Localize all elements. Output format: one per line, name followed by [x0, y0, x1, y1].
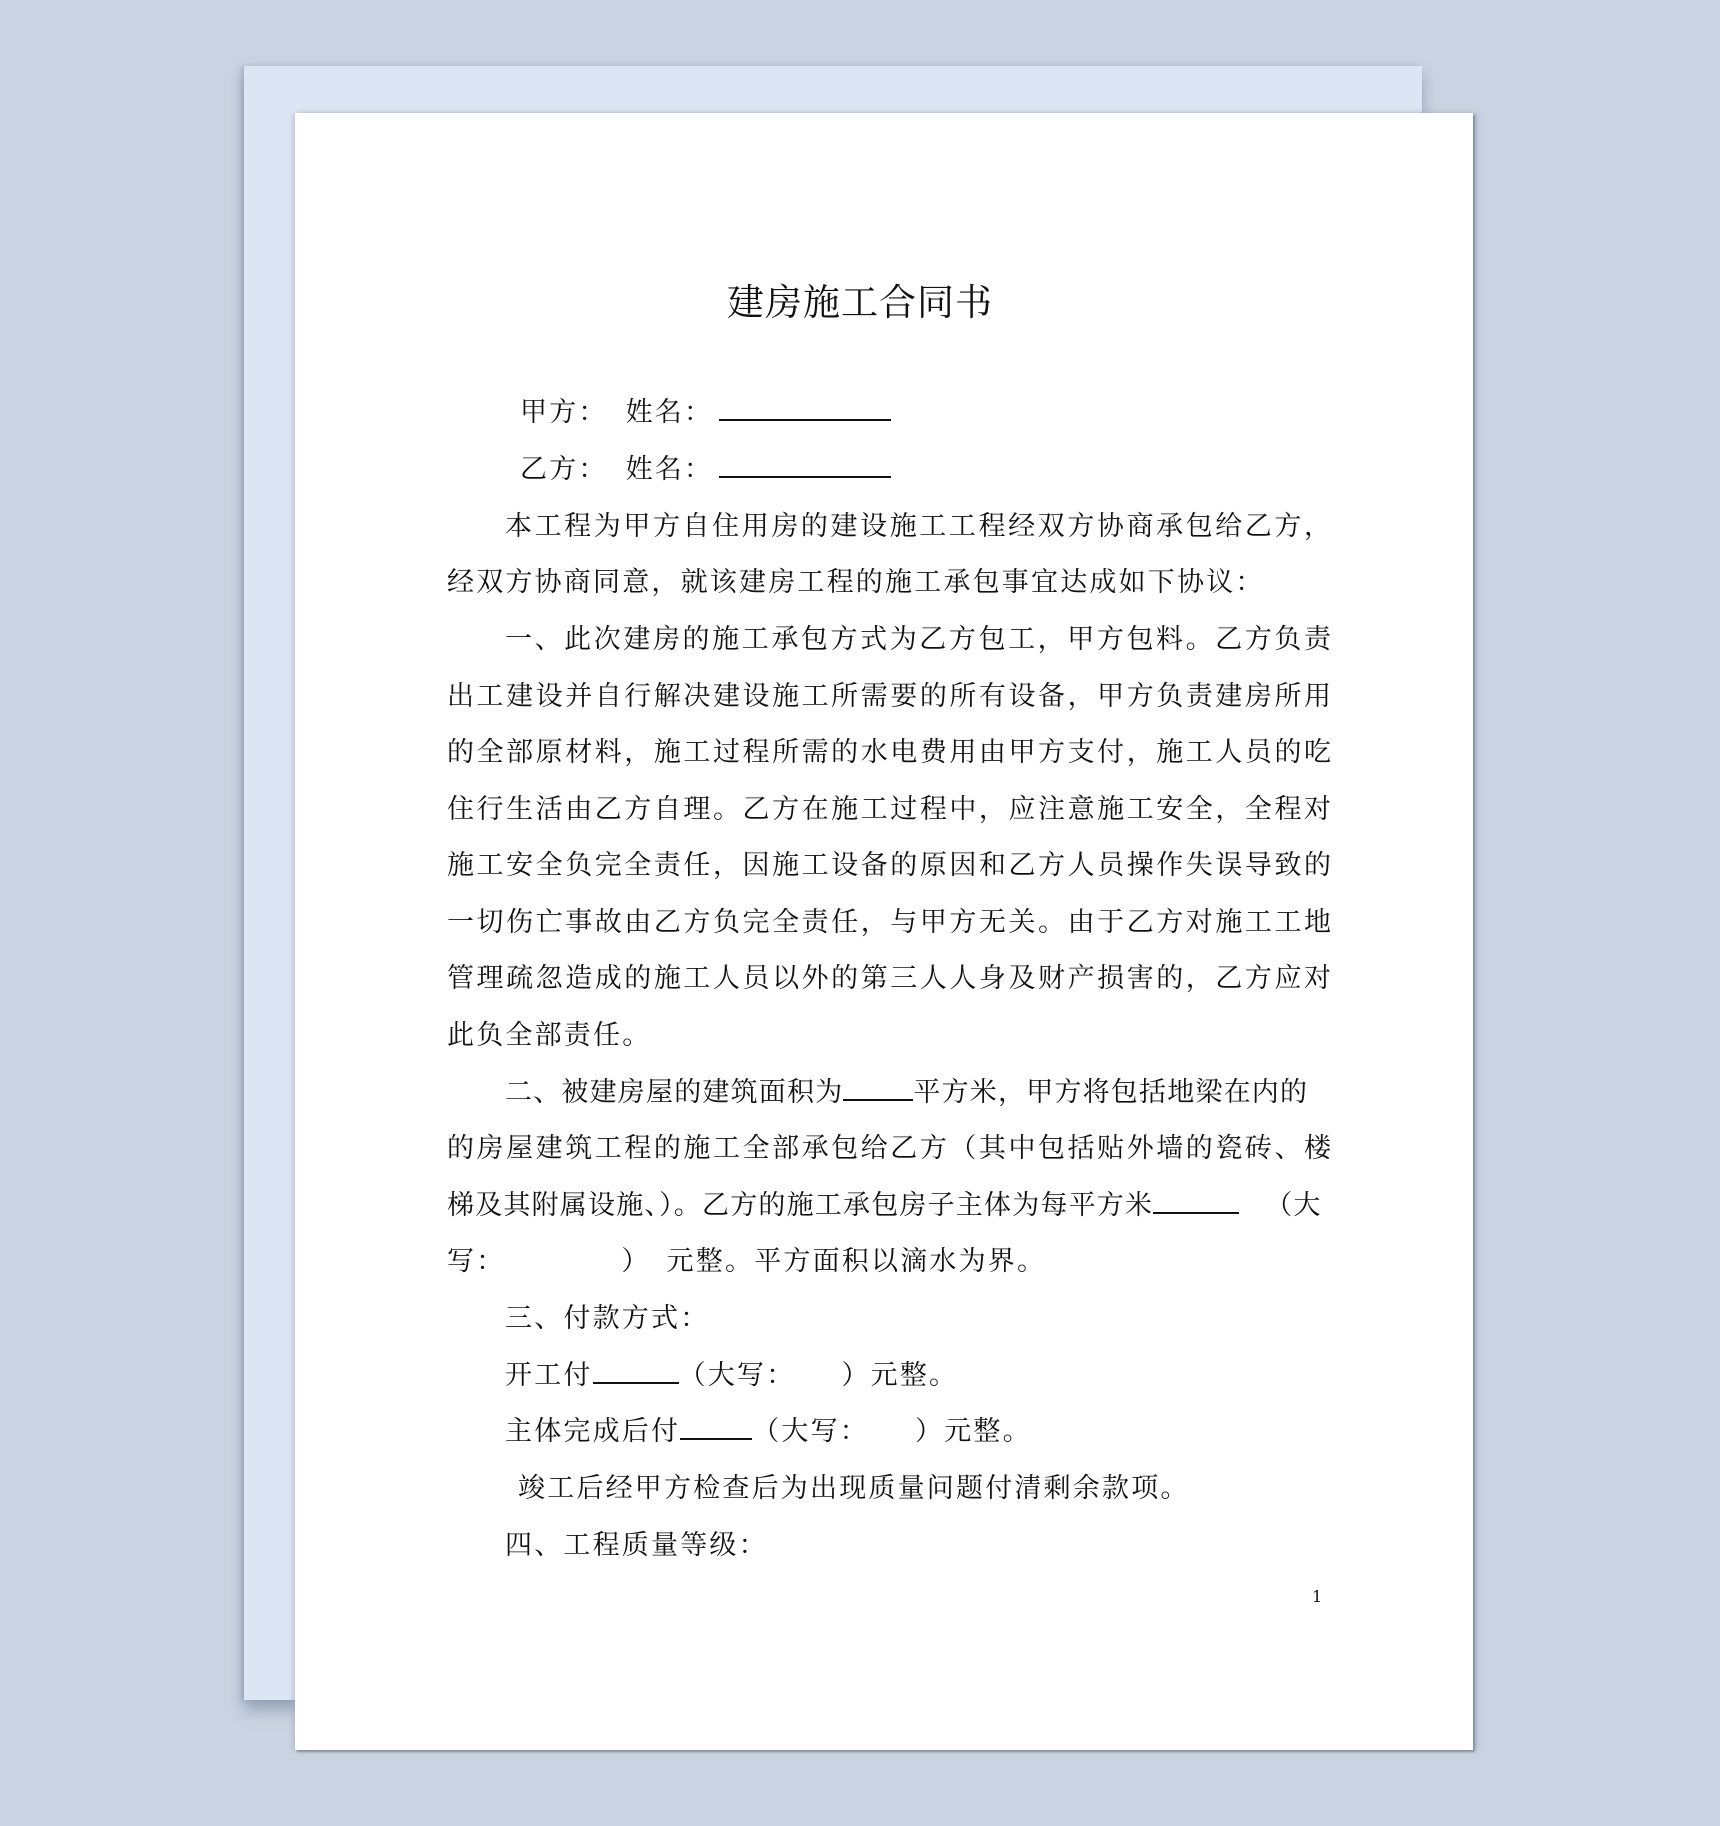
clause2-line-1-text-a: 二、被建房屋的建筑面积为 — [505, 1077, 844, 1108]
price-per-sqm-field[interactable] — [1153, 1190, 1239, 1214]
clause1-line-1: 一、此次建房的施工承包方式为乙方包工，甲方包料。乙方负责 — [505, 624, 1331, 655]
payment-start-line — [505, 1359, 958, 1393]
payment-start-field[interactable] — [593, 1360, 679, 1384]
party-a-label: 甲方： — [520, 397, 608, 428]
clause2-line-4 — [447, 1245, 1046, 1279]
intro-line-1: 本工程为甲方自住用房的建设施工工程经双方协商承包给乙方， — [505, 511, 1331, 542]
area-field[interactable] — [843, 1077, 913, 1101]
party-a-name-label: 姓名： — [625, 397, 714, 428]
clause2-line-4-text-a: 写： — [447, 1246, 506, 1277]
party-b-name-field[interactable] — [719, 454, 891, 478]
payment-main-field[interactable] — [680, 1416, 752, 1440]
clause1-line-2: 出工建设并自行解决建设施工所需要的所有设备，甲方负责建房所用 — [447, 681, 1331, 712]
clause2-line-3-text-b: （大 — [1265, 1190, 1322, 1221]
clause1-line-4: 住行生活由乙方自理。乙方在施工过程中，应注意施工安全，全程对 — [447, 794, 1331, 825]
document-title: 建房施工合同书 — [727, 281, 993, 324]
payment-start-text-a: 开工付 — [505, 1360, 593, 1391]
payment-final-line: 竣工后经甲方检查后为出现质量问题付清剩余款项。 — [518, 1473, 1190, 1504]
clause2-line-4-text-c: 元整。平方面积以滴水为界。 — [666, 1246, 1047, 1277]
clause2-line-4-text-b: ） — [621, 1246, 651, 1277]
clause1-line-6: 一切伤亡事故由乙方负完全责任，与甲方无关。由于乙方对施工工地 — [447, 907, 1331, 938]
clause2-line-1 — [505, 1076, 1308, 1110]
payment-main-text-a: 主体完成后付 — [505, 1416, 681, 1447]
clause1-line-8: 此负全部责任。 — [447, 1020, 652, 1051]
clause2-line-1-text-b: 平方米，甲方将包括地梁在内的 — [913, 1077, 1309, 1108]
party-b-label: 乙方： — [520, 454, 608, 485]
clause4-heading: 四、工程质量等级： — [505, 1530, 768, 1561]
payment-start-text-b: （大写： — [678, 1360, 796, 1391]
clause1-line-5: 施工安全负完全责任，因施工设备的原因和乙方人员操作失误导致的 — [447, 850, 1331, 881]
clause2-line-3 — [447, 1189, 1322, 1223]
payment-main-text-b: （大写： — [752, 1416, 870, 1447]
party-a-name-field[interactable] — [719, 397, 891, 421]
page-number: 1 — [1312, 1587, 1323, 1606]
clause1-line-3: 的全部原材料，施工过程所需的水电费用由甲方支付，施工人员的吃 — [447, 737, 1331, 768]
payment-start-text-c: ）元整。 — [841, 1360, 959, 1391]
clause1-line-7: 管理疏忽造成的施工人员以外的第三人人身及财产损害的，乙方应对 — [447, 963, 1331, 994]
payment-main-text-c: ）元整。 — [915, 1416, 1032, 1447]
clause3-heading: 三、付款方式： — [505, 1303, 710, 1334]
clause2-line-2: 的房屋建筑工程的施工全部承包给乙方（其中包括贴外墙的瓷砖、楼 — [447, 1133, 1331, 1164]
intro-line-2: 经双方协商同意，就该建房工程的施工承包事宜达成如下协议： — [447, 567, 1265, 598]
party-b-line — [520, 453, 891, 487]
clause2-line-3-text-a: 梯及其附属设施、）。乙方的施工承包房子主体为每平方米 — [447, 1190, 1154, 1221]
party-b-name-label: 姓名： — [625, 454, 714, 485]
payment-main-line — [505, 1415, 1032, 1449]
party-a-line — [520, 396, 891, 430]
